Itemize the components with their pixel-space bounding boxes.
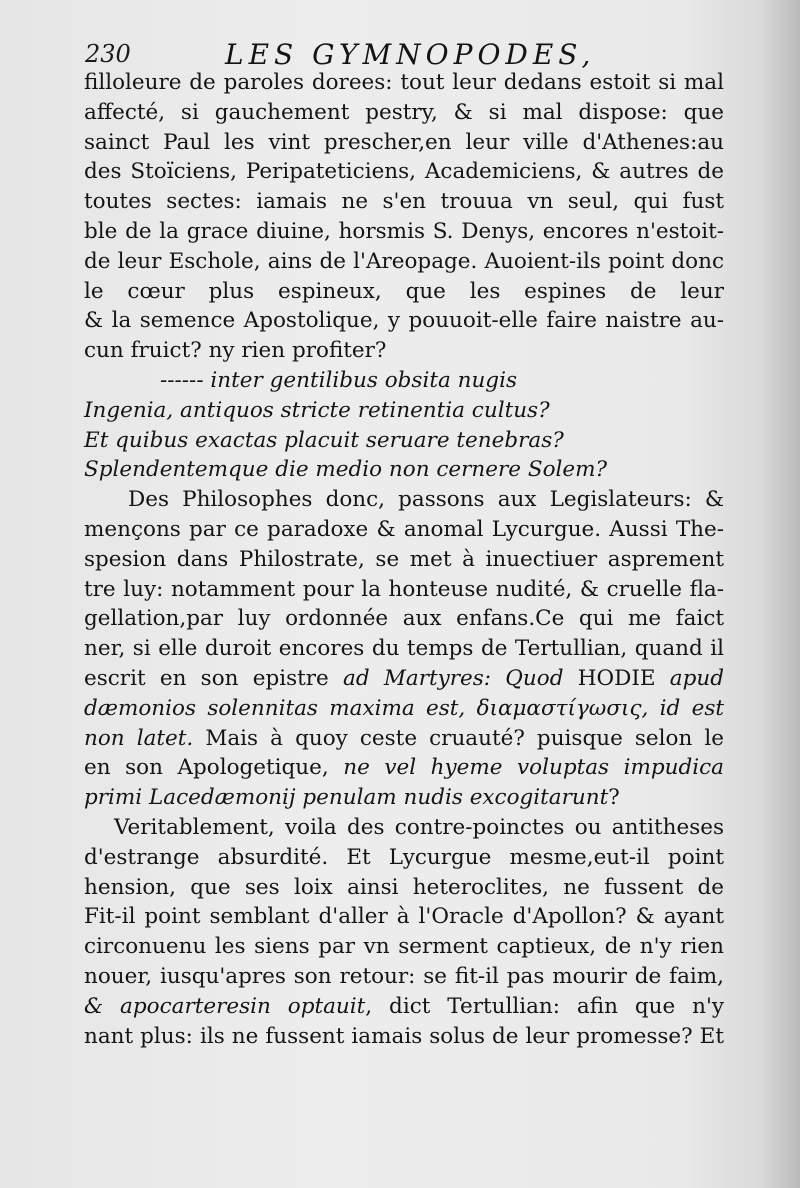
text-line: le cœur plus espineux, que les espines de leur: [84, 278, 724, 304]
text-line: Des Philosophes donc, passons aux Legislateurs: &: [128, 487, 724, 513]
text-line: ner, si elle duroit encores du temps de Tertullian, quand il: [84, 636, 724, 662]
text-run: escrit en son epistre: [84, 665, 344, 691]
text-line: tre luy: notamment pour la honteuse nudité, & cruelle fla-: [84, 576, 724, 602]
italic-run: apud: [669, 665, 724, 691]
text-line: sainct Paul les vint prescher,en leur ville d'Athenes:au: [84, 129, 724, 155]
verse-line: Splendentemque die medio non cernere Solem?: [84, 457, 608, 483]
text-line: filloleure de paroles dorees: tout leur dedans estoit si mal: [84, 70, 724, 95]
verse-line: ------ inter gentilibus obsita nugis: [160, 367, 517, 393]
italic-run: ad Martyres: Quod: [343, 665, 578, 691]
text-line: [84, 753, 724, 783]
body-text: [84, 68, 724, 1051]
italic-run: non latet.: [84, 725, 194, 751]
text-line: nant plus: ils ne fussent iamais solus de leur promesse? Et: [84, 1023, 724, 1049]
text-line: [84, 694, 724, 724]
small-caps-run: HODIE: [577, 665, 656, 691]
text-line: mençons par ce paradoxe & anomal Lycurgue. Aussi The-: [84, 516, 724, 542]
text-line: [84, 992, 724, 1022]
italic-run: ne vel hyeme voluptas impudica: [343, 755, 724, 781]
text-line: spesion dans Philostrate, se met à inuectiuer asprement: [84, 546, 724, 572]
text-line: d'estrange absurdité. Et Lycurgue mesme,eut-il point: [84, 844, 724, 870]
verse-line: Et quibus exactas placuit seruare tenebras?: [84, 427, 564, 453]
text-run: , dict Tertullian: afin que n'y: [365, 993, 724, 1019]
text-line: nouer, iusqu'apres son retour: se fit-il pas mourir de faim,: [84, 963, 724, 989]
text-line: Fit-il point semblant d'aller à l'Oracle d'Apollon? & ayant: [84, 904, 724, 930]
text-run: en son Apologetique,: [84, 755, 344, 781]
text-line: affecté, si gauchement pestry, & si mal dispose: que: [84, 99, 724, 125]
text-line: hension, que ses loix ainsi heteroclites, ne fussent de: [84, 874, 724, 900]
text-line: circonuenu les siens par vn serment captieux, de n'y rien: [84, 934, 724, 960]
page-number: 230: [85, 40, 131, 68]
text-line: toutes sectes: iamais ne s'en trouua vn seul, qui fust: [84, 189, 724, 215]
text-line: ble de la grace diuine, horsmis S. Denys, encores n'estoit-: [84, 218, 724, 244]
text-line: gellation,par luy ordonnée aux enfans.Ce qui me faict: [84, 606, 724, 632]
text-line: [84, 664, 724, 694]
running-title: LES GYMNOPODES,: [225, 38, 596, 71]
page-gutter-shadow: [760, 0, 800, 1188]
text-line: des Stoïciens, Peripateticiens, Academiciens, & autres de: [84, 159, 724, 185]
italic-run: & apocarteresin optauit: [84, 993, 366, 1019]
text-line: Veritablement, voila des contre-poinctes ou antitheses: [114, 814, 724, 840]
text-run: ?: [608, 785, 620, 811]
italic-run: dæmonios solennitas maxima est, διαμαστίγωσις, id est: [84, 695, 724, 721]
text-line: [84, 783, 724, 813]
verse-line: Ingenia, antiquos stricte retinentia cultus?: [84, 397, 550, 423]
text-line: [84, 724, 724, 754]
text-run: Mais à quoy ceste cruauté? puisque selon le: [205, 725, 724, 751]
text-line: cun fruict? ny rien profiter?: [84, 338, 387, 364]
text-line: de leur Eschole, ains de l'Areopage. Auoient-ils point donc: [84, 248, 724, 274]
text-line: & la semence Apostolique, y pouuoit-elle faire naistre au-: [84, 308, 724, 334]
italic-run: primi Lacedæmonij penulam nudis excogitarunt: [84, 785, 609, 811]
